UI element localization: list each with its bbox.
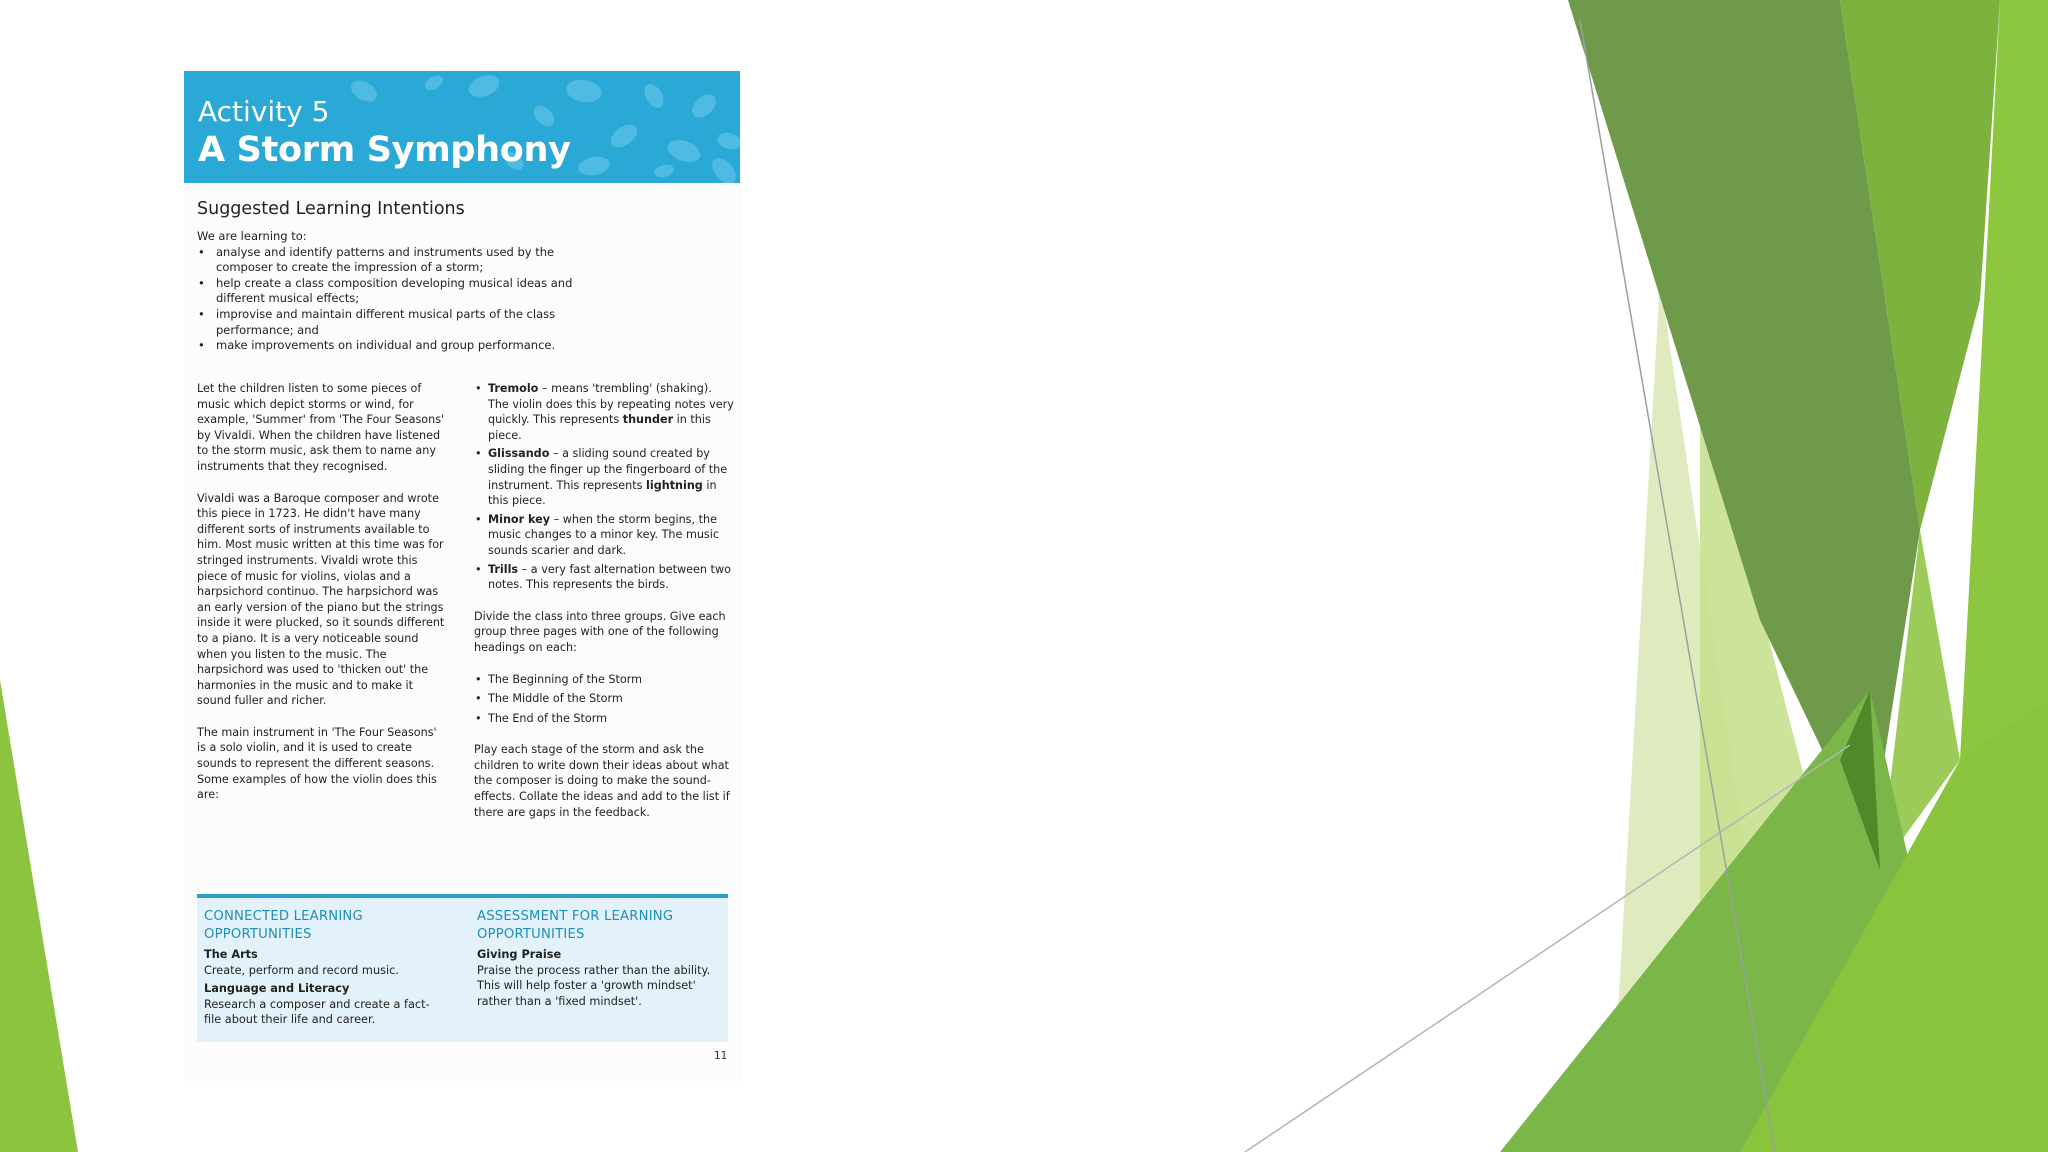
learning-list: [197, 245, 597, 354]
subject-title: The Arts: [204, 948, 258, 961]
learning-intro: We are learning to:: [197, 229, 307, 243]
opportunities-box: [197, 894, 728, 1042]
learning-item: • analyse and identify patterns and instruments used by the composer to create the impression of a storm;: [197, 245, 597, 276]
activity-number: Activity 5: [198, 95, 330, 128]
storm-heading: • The End of the Storm: [474, 711, 736, 727]
technique-term: Minor key: [488, 512, 551, 526]
connected-learning: [204, 908, 434, 1028]
page-number: 11: [714, 1050, 728, 1062]
divide-paragraph: Divide the class into three groups. Give each group three pages with one of the following headings on each:: [474, 609, 726, 654]
left-column: [197, 381, 447, 819]
activity-title: A Storm Symphony: [198, 130, 571, 170]
technique-highlight: lightning: [646, 478, 703, 492]
left-green-sliver: [0, 680, 78, 1152]
technique-desc: – a very fast alternation between two notes. This represents the birds.: [488, 562, 731, 592]
technique-term: Glissando: [488, 447, 550, 461]
paragraph: Vivaldi was a Baroque composer and wrote this piece in 1723. He didn't have many different sorts of instruments available to him. Most music written at this time was for stringed instruments. Vivaldi wrote this piece of music for violins, violas and a harpsichord continuo. The harpsichord was an early version of the piano but the strings inside it were plucked, so it sounds different to a piano. It is a very noticeable sound when you listen to the music. The harpsichord was used to 'thicken out' the harmonies in the music and to make it sound fuller and richer.: [197, 491, 445, 708]
technique-item: [474, 446, 736, 508]
technique-item: [474, 562, 736, 593]
learning-item: • make improvements on individual and group performance.: [197, 338, 597, 354]
learning-item: • improvise and maintain different musical parts of the class performance; and: [197, 307, 597, 338]
technique-item: [474, 381, 736, 443]
storm-heading: • The Middle of the Storm: [474, 691, 736, 707]
subject-text: Research a composer and create a fact-file about their life and career.: [204, 997, 430, 1027]
technique-item: [474, 512, 736, 559]
final-paragraph: Play each stage of the storm and ask the children to write down their ideas about what the composer is doing to make the sound-effects. Collate the ideas and add to the list if there are gaps in the feedback.: [474, 743, 730, 819]
technique-term: Tremolo: [488, 382, 539, 395]
technique-highlight: thunder: [622, 413, 674, 427]
technique-list: [474, 381, 736, 593]
assessment-title: Giving Praise: [477, 948, 562, 961]
technique-desc-end: in this piece.: [488, 413, 711, 442]
document-page: [184, 71, 742, 1081]
technique-term: Trills: [488, 562, 519, 576]
learning-intentions: [197, 229, 597, 354]
assessment-text: Praise the process rather than the ability. This will help foster a 'growth mindset' rather than a 'fixed mindset'.: [477, 963, 711, 1008]
connected-heading: CONNECTED LEARNING OPPORTUNITIES: [204, 909, 363, 942]
technique-desc: – means 'trembling' (shaking). The violin does this by repeating notes very quickly. This represents: [488, 382, 734, 427]
storm-headings-list: [474, 672, 736, 727]
subject-text: Create, perform and record music.: [204, 963, 399, 977]
storm-heading: • The Beginning of the Storm: [474, 672, 736, 688]
paragraph: Let the children listen to some pieces of music which depict storms or wind, for example, 'Summer' from 'The Four Seasons' by Vivaldi. When the children have listened to the storm music, ask them to name any instruments that they recognised.: [197, 382, 445, 473]
technique-desc: – when the storm begins, the music changes to a minor key. The music sounds scarier and dark.: [488, 512, 720, 557]
learning-item: • help create a class composition developing musical ideas and different musical effects;: [197, 276, 597, 307]
paragraph: The main instrument in 'The Four Seasons' is a solo violin, and it is used to create sounds to represent the different seasons. Some examples of how the violin does this are:: [197, 725, 437, 802]
activity-banner: [184, 71, 740, 183]
assessment-learning: [477, 908, 725, 1009]
assessment-heading: ASSESSMENT FOR LEARNING OPPORTUNITIES: [477, 909, 674, 942]
technique-desc-end: in this piece.: [488, 478, 717, 508]
right-column: [474, 381, 736, 836]
subject-title: Language and Literacy: [204, 982, 350, 996]
technique-desc: – a sliding sound created by sliding the finger up the fingerboard of the instrument. This represents: [488, 447, 728, 492]
learning-intentions-heading: Suggested Learning Intentions: [197, 199, 465, 219]
